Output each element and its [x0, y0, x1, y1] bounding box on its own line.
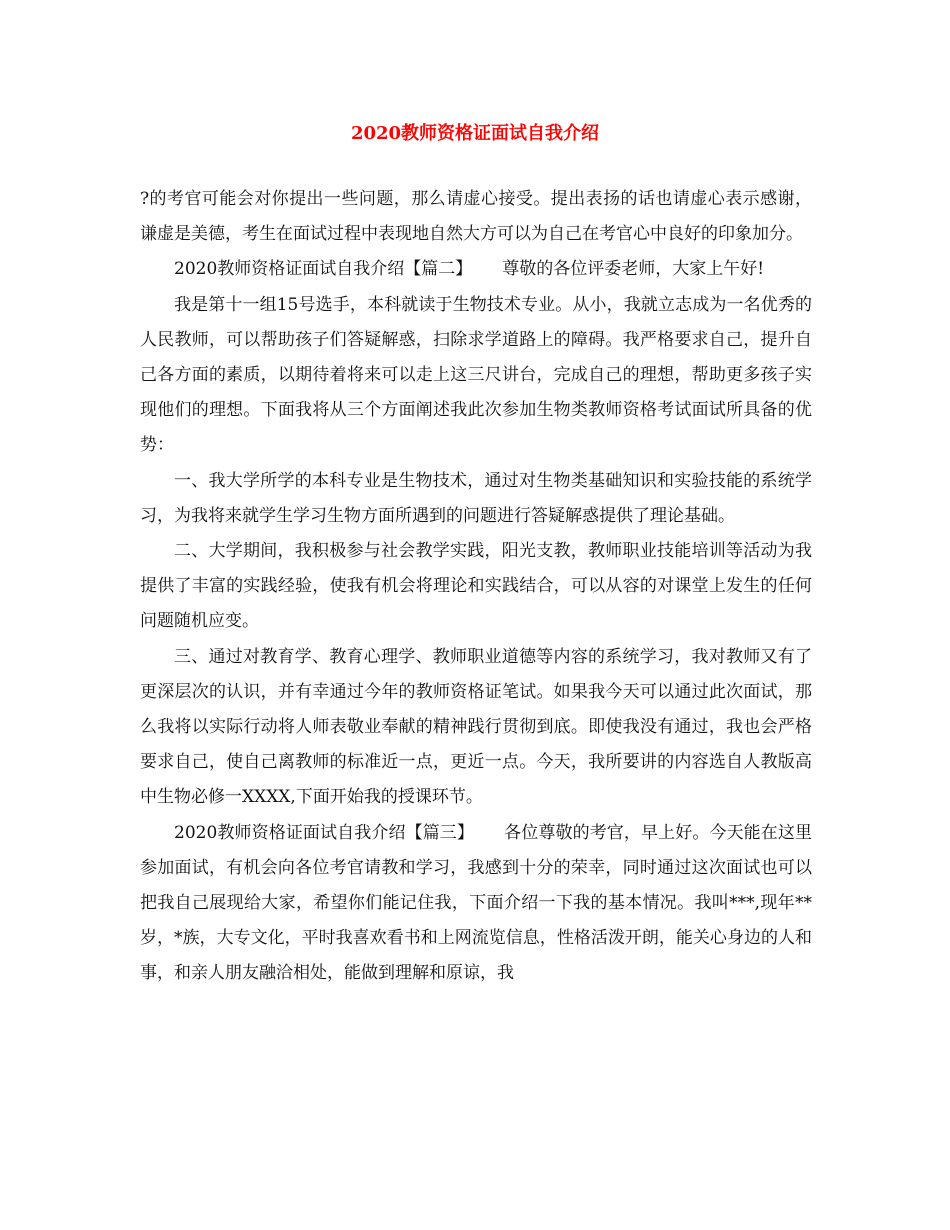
paragraph-advantage-three: 三、通过对教育学、教育心理学、教师职业道德等内容的系统学习，我对教师又有了更深层次的认识，并有幸通过今年的教师资格证笔试。如果我今天可以通过此次面试，那么我将以实际行动将人师表敬业奉献的精神践行贯彻到底。即使我没有通过，我也会严格要求自己，使自己离教师的标准近一点，更近一点。今天，我所要讲的内容选自人教版高中生物必修一XXXX,下面开始我的授课环节。 [140, 646, 812, 808]
document-title: 2020教师资格证面试自我介绍 [350, 123, 600, 144]
section-three-text: 各位尊敬的考官，早上好。今天能在这里参加面试，有机会向各位考官请教和学习，我感到十分的荣幸，同时通过这次面试也可以把我自己展现给大家，希望你们能记住我，下面介绍一下我的基本情况。我叫***,现年**岁，*族，大专文化，平时我喜欢看书和上网流览信息，性格活泼开朗，能关心身边的人和事，和亲人朋友融洽相处，能做到理解和原谅，我 [140, 822, 813, 984]
section-two-greeting: 尊敬的各位评委老师，大家上午好! [502, 259, 765, 280]
paragraph-section-three-opening [140, 816, 812, 992]
section-heading-three: 2020教师资格证面试自我介绍【篇三】 [174, 822, 475, 843]
paragraph-advantage-one: 一、我大学所学的本科专业是生物技术，通过对生物类基础知识和实验技能的系统学习，为我将来就学生学习生物方面所遇到的问题进行答疑解惑提供了理论基础。 [140, 470, 812, 526]
section-heading-two: 2020教师资格证面试自我介绍【篇二】 [174, 259, 473, 280]
paragraph-advantage-two: 二、大学期间，我积极参与社会教学实践，阳光支教，教师职业技能培训等活动为我提供了丰富的实践经验，使我有机会将理论和实践结合，可以从容的对课堂上发生的任何问题随机应变。 [140, 541, 812, 632]
document-body [140, 182, 812, 992]
paragraph-intro: ?的考官可能会对你提出一些问题，那么请虚心接受。提出表扬的话也请虚心表示感谢，谦虚是美德，考生在面试过程中表现地自然大方可以为自己在考官心中良好的印象加分。 [140, 189, 812, 245]
paragraph-section-two-opening [140, 252, 812, 287]
paragraph-self-introduction: 我是第十一组15号选手，本科就读于生物技术专业。从小，我就立志成为一名优秀的人民教师，可以帮助孩子们答疑解惑，扫除求学道路上的障碍。我严格要求自己，提升自己各方面的素质，以期待着将来可以走上这三尺讲台，完成自己的理想，帮助更多孩子实现他们的理想。下面我将从三个方面阐述我此次参加生物类教师资格考试面试所具备的优势： [140, 294, 812, 456]
